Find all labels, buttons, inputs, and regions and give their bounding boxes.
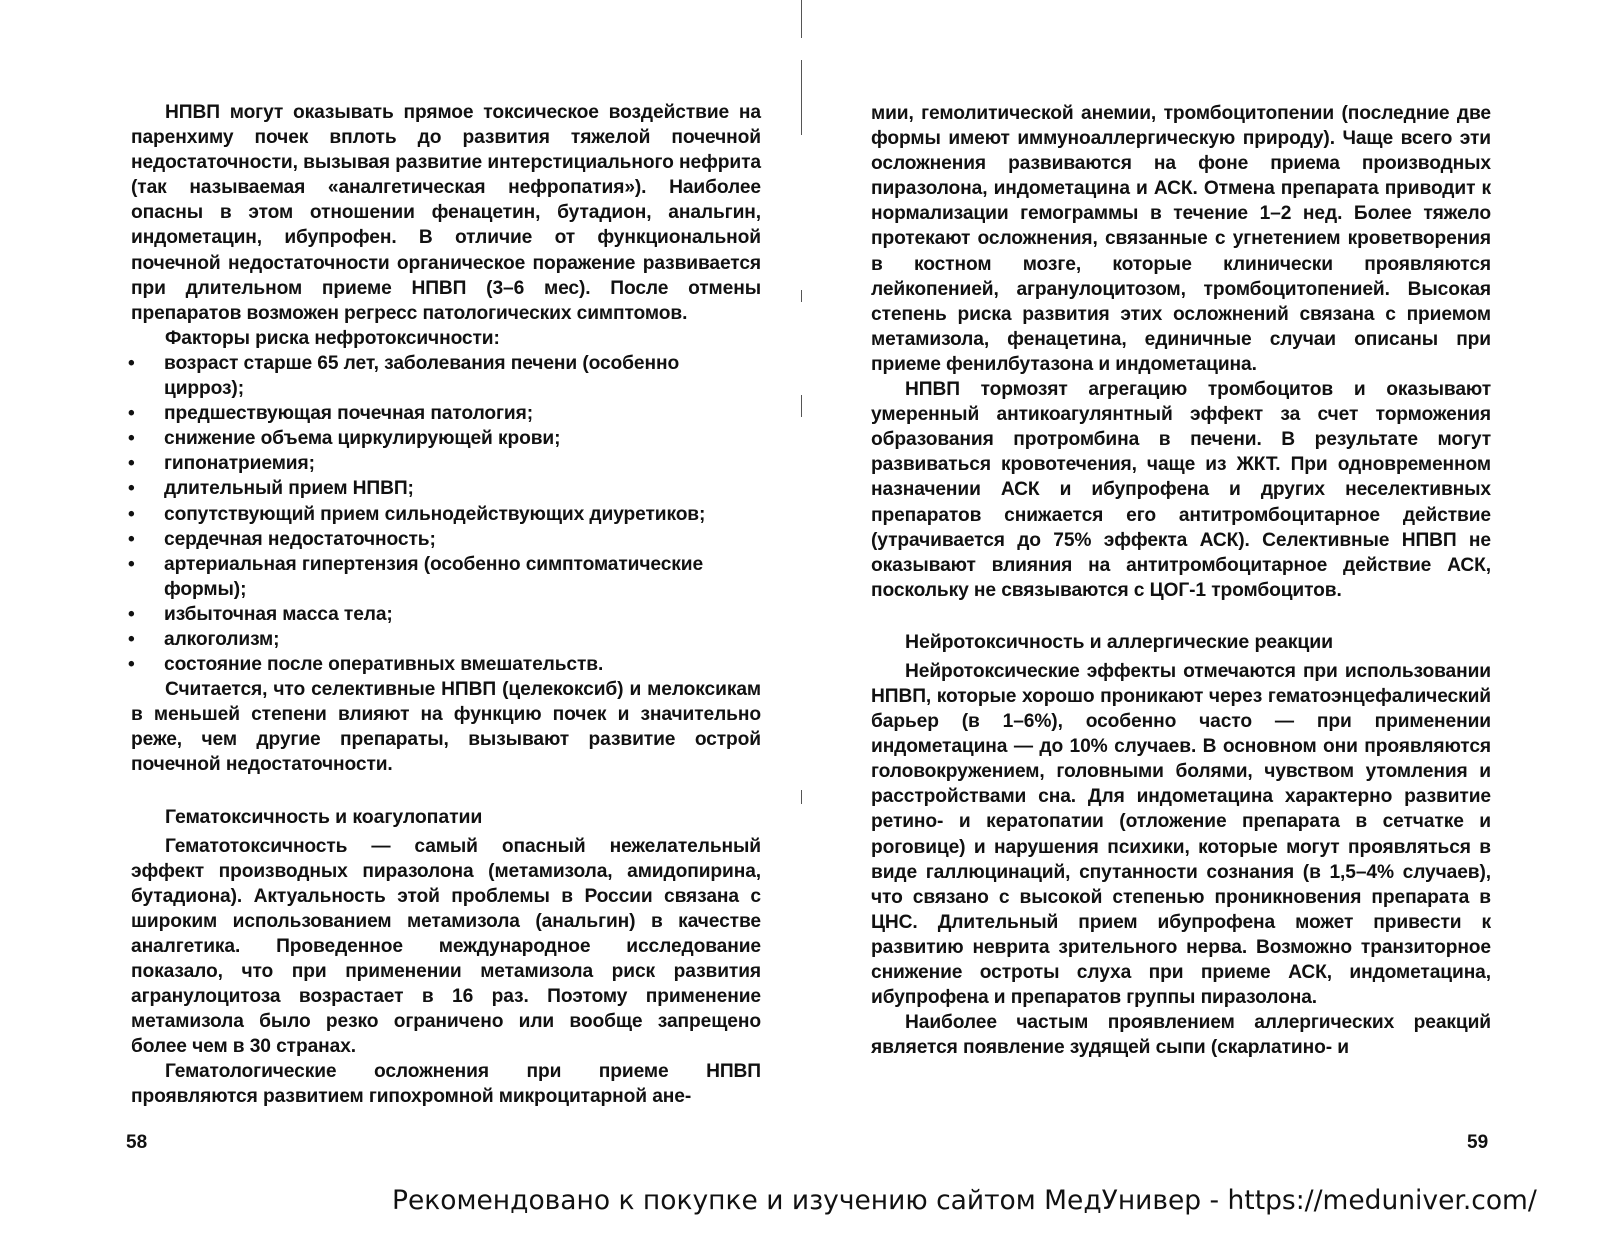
right-paragraph-neurotoxicity: Нейротоксические эффекты отмечаются при использовании НПВП, которые хорошо проникают через гематоэнцефалический барьер (в 1–6%), особенно часто — при применении индометацина — до 10% случаев. В основном они проявляются головокружением, головными болями, чувством утомления и расстройствами сна. Для индометацина характерно развитие ретино- и кератопатии (отложение препарата в сетчатке и роговице) и нарушения психики, которые могут проявляться в виде галлюцинаций, спутанности сознания (в 1,5–4% случаев), что связано с высокой степенью проникновения препарата в ЦНС. Длительный прием ибупрофена может привести к развитию неврита зрительного нерва. Возможно транзиторное снижение остроты слуха при приеме АСК, индометацина, ибупрофена и препаратов группы пиразолона. [871, 660, 1491, 1009]
list-item: • артериальная гипертензия (особенно симптоматические формы); [128, 553, 704, 600]
bullet-icon: • [128, 478, 135, 500]
bullet-icon: • [128, 503, 135, 525]
risk-factors-intro: Факторы риска нефротоксичности: [165, 327, 500, 349]
gutter-line-mid [801, 60, 802, 135]
left-paragraph-selective-nsaids: Считается, что селективные НПВП (целекоксиб) и мелоксикам в меньшей степени влияют на функцию почек и значительно реже, чем другие препараты, вызывают развитие острой почечной недостаточности. [131, 679, 761, 776]
bullet-icon: • [128, 453, 135, 475]
gutter-line-lower [801, 290, 802, 302]
list-item: • снижение объема циркулирующей крови; [131, 426, 761, 451]
list-item: • длительный прием НПВП; [131, 476, 761, 501]
list-item: • состояние после оперативных вмешательств. [131, 652, 761, 677]
gutter-line-top [801, 0, 802, 38]
left-paragraph-hematotoxicity: Гематотоксичность — самый опасный нежелательный эффект производных пиразолона (метамизола, амидопирина, бутадиона). Актуальность этой проблемы в России связана с широким использованием метамизола (анальгин) в качестве аналгетика. Проведенное международное исследование показало, что при применении метамизола риск развития агранулоцитоза возрастает в 16 раз. Поэтому применение метамизола было резко ограничено или вообще запрещено более чем в 30 странах. [131, 835, 761, 1058]
bullet-icon: • [128, 603, 135, 625]
bullet-icon: • [128, 553, 135, 575]
gutter-line-lower-2 [801, 395, 802, 417]
left-page [128, 100, 761, 1110]
list-item: • сопутствующий прием сильнодействующих диуретиков; [131, 502, 761, 527]
bullet-icon: • [128, 352, 135, 374]
left-paragraph-nephrotoxicity: НПВП могут оказывать прямое токсическое воздействие на паренхиму почек вплоть до развития тяжелой почечной недостаточности, вызывая развитие интерстициального нефрита (так называемая «аналгетическая нефропатия»). Наиболее опасны в этом отношении фенацетин, бутадион, анальгин, индометацин, ибупрофен. В отличие от функциональной почечной недостаточности органическое поражение развивается при длительном приеме НПВП (3–6 мес). После отмены препаратов возможен регресс патологических симптомов. [131, 102, 761, 324]
bullet-icon: • [128, 428, 135, 450]
list-item: • предшествующая почечная патология; [131, 401, 761, 426]
page-number-right: 59 [1467, 1132, 1489, 1153]
list-item: • сердечная недостаточность; [131, 527, 761, 552]
bullet-icon: • [128, 628, 135, 650]
section-heading-hematotoxicity: Гематоксичность и коагулопатии [165, 805, 483, 828]
bullet-icon: • [128, 403, 135, 425]
gutter-line-bottom [801, 790, 802, 804]
right-page [871, 101, 1491, 1060]
bullet-icon: • [128, 654, 135, 676]
left-paragraph-hematologic-complications: Гематологические осложнения при приеме НПВП проявляются развитием гипохромной микроцитарной ане- [131, 1061, 761, 1108]
bullet-icon: • [128, 528, 135, 550]
page-number-left: 58 [126, 1132, 148, 1153]
list-item: • избыточная масса тела; [131, 602, 761, 627]
right-paragraph-allergy: Наиболее частым проявлением аллергических реакций является появление зудящей сыпи (скарлатино- и [871, 1012, 1491, 1059]
watermark-link[interactable]: Рекомендовано к покупке и изучению сайтом МедУнивер - https://meduniver.com/ [392, 1185, 1537, 1216]
risk-factors-list [128, 351, 761, 677]
list-item: • алкоголизм; [131, 627, 761, 652]
right-paragraph-platelets: НПВП тормозят агрегацию тромбоцитов и оказывают умеренный антикоагулянтный эффект за счет торможения образования протромбина в печени. В результате могут развиваться кровотечения, чаще из ЖКТ. При одновременном назначении АСК и ибупрофена и других неселективных препаратов снижается его антитромбоцитарное действие (утрачивается до 75% эффекта АСК). Селективные НПВП не оказывают влияния на антитромбоцитарное действие АСК, поскольку не связываются с ЦОГ-1 тромбоцитов. [871, 379, 1491, 601]
right-paragraph-anemia: мии, гемолитической анемии, тромбоцитопении (последние две формы имеют иммуноаллергическую природу). Чаще всего эти осложнения развиваются на фоне приема производных пиразолона, индометацина и АСК. Отмена препарата приводит к нормализации гемограммы в течение 1–2 нед. Более тяжело протекают осложнения, связанные с угнетением кроветворения в костном мозге, которые клинически проявляются лейкопенией, агранулоцитозом, тромбоцитопенией. Высокая степень риска развития этих осложнений связана с приемом метамизола, фенацетина, единичные случаи описаны при приеме фенилбутазона и индометацина. [871, 103, 1491, 375]
section-heading-neurotoxicity: Нейротоксичность и аллергические реакции [905, 630, 1334, 653]
list-item: • гипонатриемия; [131, 451, 761, 476]
list-item: • возраст старше 65 лет, заболевания печени (особенно цирроз); [128, 352, 680, 400]
